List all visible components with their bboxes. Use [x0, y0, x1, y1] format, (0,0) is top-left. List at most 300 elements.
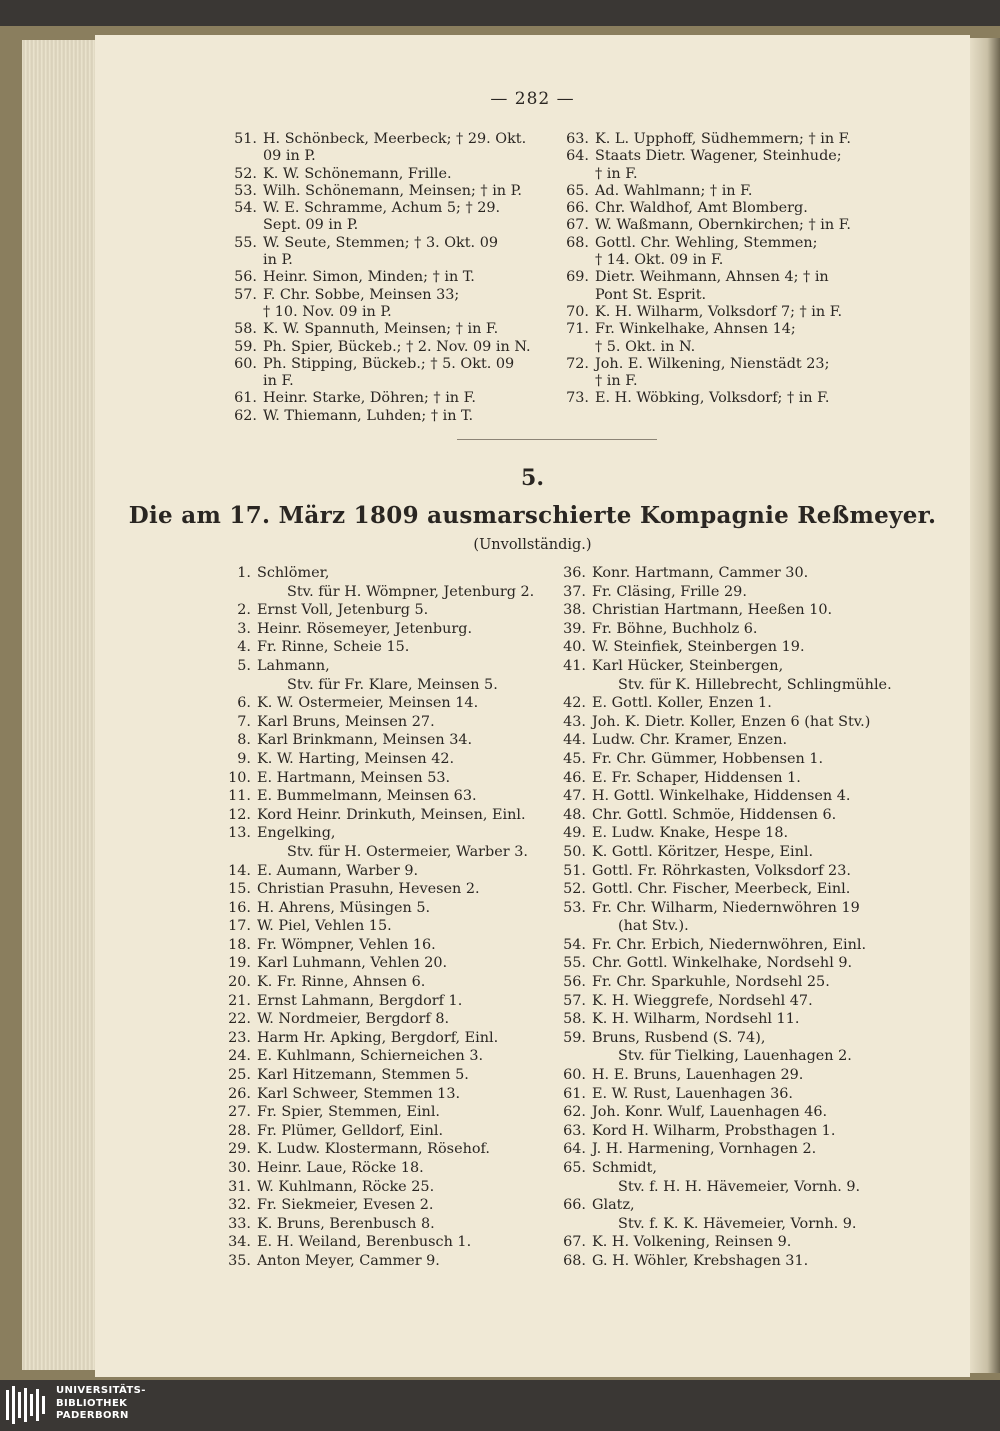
entry-continuation: Pont St. Esprit. [595, 286, 707, 303]
entry-text: Christian Prasuhn, Hevesen 2. [257, 881, 480, 898]
list-entry [225, 769, 560, 788]
entry-number: 68. [563, 1252, 586, 1269]
entry-text: W. Steinfiek, Steinbergen 19. [592, 639, 805, 656]
entry-number: 38. [563, 602, 586, 619]
list-entry [565, 235, 895, 270]
list-entry [560, 583, 900, 602]
list-entry [233, 235, 558, 270]
list-entry [225, 954, 560, 973]
list-entry [560, 1010, 900, 1029]
entry-text: Glatz, [592, 1197, 635, 1214]
entry-number: 36. [563, 565, 586, 581]
list-entry [225, 899, 560, 918]
list-entry [560, 1159, 900, 1196]
entry-continuation: Stv. f. H. H. Hävemeier, Vornh. 9. [618, 1178, 861, 1195]
entry-number: 53. [234, 182, 257, 199]
entry-text: K. H. Wilharm, Nordsehl 11. [592, 1011, 800, 1028]
list-entry [225, 694, 560, 713]
entry-text: Fr. Winkelhake, Ahnsen 14; [595, 321, 796, 338]
entry-text: Karl Luhmann, Vehlen 20. [257, 955, 448, 972]
list-entry [560, 731, 900, 750]
entry-number: 25. [228, 1067, 251, 1084]
list-entry [225, 1047, 560, 1066]
book-gutter [968, 38, 1000, 1373]
list-entry [225, 787, 560, 806]
entry-text: E. Aumann, Warber 9. [257, 862, 419, 879]
entry-text: Gottl. Chr. Wehling, Stemmen; [595, 234, 818, 251]
book-page [95, 35, 970, 1377]
entry-number: 23. [228, 1029, 251, 1046]
logo-line: UNIVERSITÄTS- [56, 1385, 146, 1396]
list-entry [225, 657, 560, 694]
entry-text: Schmidt, [592, 1160, 658, 1176]
entry-number: 27. [228, 1104, 251, 1121]
entry-text: Ernst Voll, Jetenburg 5. [257, 602, 429, 619]
entry-text: Heinr. Starke, Döhren; † in F. [263, 390, 476, 407]
entry-text: E. W. Rust, Lauenhagen 36. [592, 1085, 793, 1102]
list-entry [225, 1103, 560, 1122]
library-footer [0, 1380, 1000, 1431]
entry-number: 58. [234, 321, 257, 338]
entry-text: Chr. Gottl. Schmöe, Hiddensen 6. [592, 806, 837, 823]
entry-text: Karl Brinkmann, Meinsen 34. [257, 732, 473, 749]
list-entry [560, 638, 900, 657]
list-entry [560, 1066, 900, 1085]
list-entry [565, 183, 895, 200]
list-entry [560, 936, 900, 955]
entry-number: 57. [234, 286, 257, 303]
entry-continuation: Stv. für Fr. Klare, Meinsen 5. [287, 676, 498, 693]
entry-text: Gottl. Chr. Fischer, Meerbeck, Einl. [592, 881, 851, 898]
list-entry [233, 269, 558, 286]
entry-continuation: Stv. für Tielking, Lauenhagen 2. [618, 1048, 852, 1065]
entry-text: E. Gottl. Koller, Enzen 1. [592, 695, 772, 712]
list-entry [233, 408, 558, 425]
entry-continuation: Stv. f. K. K. Hävemeier, Vornh. 9. [618, 1215, 857, 1232]
entry-number: 43. [563, 713, 586, 730]
list-entry [225, 973, 560, 992]
entry-text: Lahmann, [257, 657, 330, 674]
entry-text: Ernst Lahmann, Bergdorf 1. [257, 992, 463, 1009]
entry-number: 28. [228, 1122, 251, 1139]
entry-number: 37. [563, 583, 586, 600]
entry-continuation: † 5. Okt. in N. [595, 338, 696, 355]
entry-text: Fr. Chr. Sparkuhle, Nordsehl 25. [592, 974, 830, 991]
list-entry [560, 899, 900, 936]
list-entry [560, 1252, 900, 1271]
entry-number: 55. [563, 955, 586, 972]
entry-text: Wilh. Schönemann, Meinsen; † in P. [263, 182, 522, 199]
entry-number: 59. [234, 338, 257, 355]
entry-number: 5. [237, 657, 251, 674]
logo-line: BIBLIOTHEK [56, 1397, 128, 1409]
entry-number: 66. [563, 1197, 586, 1214]
entry-number: 58. [563, 1011, 586, 1028]
list-entry [560, 1122, 900, 1141]
entry-text: K. L. Upphoff, Südhemmern; † in F. [595, 131, 851, 147]
list-entry [225, 1085, 560, 1104]
entry-number: 50. [563, 843, 586, 860]
entry-text: H. Schönbeck, Meerbeck; † 29. Okt. [263, 131, 527, 147]
entry-number: 63. [563, 1122, 586, 1139]
entry-number: 61. [234, 390, 257, 407]
list-entry [560, 657, 900, 694]
list-entry [560, 806, 900, 825]
list-entry [225, 1196, 560, 1215]
entry-text: E. H. Weiland, Berenbusch 1. [257, 1234, 472, 1251]
entry-text: W. Waßmann, Obernkirchen; † in F. [595, 217, 852, 234]
list-entry [233, 390, 558, 407]
entry-text: Fr. Cläsing, Frille 29. [592, 583, 747, 600]
entry-text: E. Hartmann, Meinsen 53. [257, 769, 451, 786]
entry-text: Bruns, Rusbend (S. 74), [592, 1029, 766, 1046]
entry-number: 48. [563, 806, 586, 823]
entry-number: 71. [566, 321, 589, 338]
entry-text: K. Ludw. Klostermann, Rösehof. [257, 1141, 490, 1158]
entry-number: 55. [234, 234, 257, 251]
entry-text: Fr. Siekmeier, Evesen 2. [257, 1197, 434, 1214]
list-entry [225, 806, 560, 825]
top-list-right-column [565, 131, 895, 408]
entry-text: Ph. Stipping, Bückeb.; † 5. Okt. 09 [263, 355, 515, 372]
entry-continuation: † 10. Nov. 09 in P. [263, 303, 392, 320]
entry-text: Fr. Wömpner, Vehlen 16. [257, 936, 436, 953]
list-entry [225, 1178, 560, 1197]
entry-number: 20. [228, 974, 251, 991]
list-entry [225, 1010, 560, 1029]
list-entry [225, 1215, 560, 1234]
entry-number: 39. [563, 620, 586, 637]
entry-number: 31. [228, 1178, 251, 1195]
entry-continuation: Stv. für K. Hillebrecht, Schlingmühle. [618, 676, 892, 693]
list-entry [233, 356, 558, 391]
entry-continuation: † in F. [595, 373, 638, 390]
entry-text: Konr. Hartmann, Cammer 30. [592, 565, 809, 581]
list-entry [225, 1140, 560, 1159]
list-entry [225, 992, 560, 1011]
entry-text: Gottl. Fr. Röhrkasten, Volksdorf 23. [592, 862, 851, 879]
entry-number: 45. [563, 750, 586, 767]
section-title: Die am 17. März 1809 ausmarschierte Kompagnie Reßmeyer. [128, 502, 937, 529]
company-list-left-column [225, 564, 560, 1271]
list-entry [565, 148, 895, 183]
entry-text: Engelking, [257, 825, 336, 842]
entry-continuation: † in F. [595, 165, 638, 182]
list-entry [560, 1196, 900, 1233]
entry-text: E. Bummelmann, Meinsen 63. [257, 788, 477, 805]
list-entry [225, 1066, 560, 1085]
entry-text: Christian Hartmann, Heeßen 10. [592, 602, 833, 619]
entry-text: Chr. Gottl. Winkelhake, Nordsehl 9. [592, 955, 853, 972]
top-list-left-column [233, 131, 558, 425]
entry-continuation: (hat Stv.). [618, 918, 689, 935]
entry-text: Harm Hr. Apking, Bergdorf, Einl. [257, 1029, 499, 1046]
entry-number: 63. [566, 131, 589, 147]
entry-text: K. H. Wilharm, Volksdorf 7; † in F. [595, 303, 843, 320]
list-entry [225, 1159, 560, 1178]
entry-number: 16. [228, 899, 251, 916]
list-entry [560, 992, 900, 1011]
entry-text: Dietr. Weihmann, Ahnsen 4; † in [595, 269, 829, 286]
entry-text: E. Kuhlmann, Schierneichen 3. [257, 1048, 484, 1065]
list-entry [225, 564, 560, 601]
entry-number: 41. [563, 657, 586, 674]
entry-number: 33. [228, 1215, 251, 1232]
list-entry [560, 1233, 900, 1252]
entry-text: H. Gottl. Winkelhake, Hiddensen 4. [592, 788, 851, 805]
section-divider [457, 439, 657, 440]
list-entry [233, 183, 558, 200]
entry-text: Fr. Chr. Gümmer, Hobbensen 1. [592, 750, 824, 767]
entry-text: E. Fr. Schaper, Hiddensen 1. [592, 769, 801, 786]
page-edges [22, 40, 102, 1370]
entry-number: 1. [237, 565, 251, 581]
entry-number: 4. [237, 639, 251, 656]
entry-text: Heinr. Laue, Röcke 18. [257, 1160, 424, 1176]
entry-number: 3. [237, 620, 251, 637]
entry-number: 40. [563, 639, 586, 656]
entry-text: Fr. Chr. Wilharm, Niedernwöhren 19 [592, 899, 860, 916]
entry-text: Joh. E. Wilkening, Nienstädt 23; [595, 355, 830, 372]
entry-text: Fr. Plümer, Gelldorf, Einl. [257, 1122, 444, 1139]
entry-continuation: † 14. Okt. 09 in F. [595, 252, 724, 269]
entry-text: Karl Bruns, Meinsen 27. [257, 713, 435, 730]
entry-number: 18. [228, 936, 251, 953]
entry-number: 47. [563, 788, 586, 805]
entry-text: Fr. Chr. Erbich, Niedernwöhren, Einl. [592, 936, 867, 953]
logo-line: PADERBORN [56, 1410, 129, 1421]
entry-number: 14. [228, 862, 251, 879]
entry-number: 62. [234, 407, 257, 424]
entry-number: 26. [228, 1085, 251, 1102]
page-number: — 282 — [490, 89, 575, 109]
entry-text: K. H. Wieggrefe, Nordsehl 47. [592, 992, 813, 1009]
entry-number: 17. [228, 918, 251, 935]
library-logo-icon [6, 1386, 50, 1424]
entry-text: H. E. Bruns, Lauenhagen 29. [592, 1067, 804, 1084]
list-entry [225, 731, 560, 750]
list-entry [560, 1140, 900, 1159]
entry-number: 65. [563, 1160, 586, 1176]
list-entry [225, 936, 560, 955]
list-entry [560, 787, 900, 806]
entry-number: 44. [563, 732, 586, 749]
entry-text: W. Nordmeier, Bergdorf 8. [257, 1011, 450, 1028]
entry-number: 53. [563, 899, 586, 916]
entry-number: 6. [237, 695, 251, 712]
entry-number: 2. [237, 602, 251, 619]
list-entry [225, 862, 560, 881]
entry-number: 51. [563, 862, 586, 879]
entry-text: W. E. Schramme, Achum 5; † 29. [263, 200, 501, 217]
entry-text: K. W. Ostermeier, Meinsen 14. [257, 695, 479, 712]
entry-number: 73. [566, 390, 589, 407]
entry-number: 60. [234, 355, 257, 372]
entry-number: 13. [228, 825, 251, 842]
list-entry [560, 694, 900, 713]
list-entry [225, 1233, 560, 1252]
list-entry [560, 843, 900, 862]
list-entry [565, 200, 895, 217]
list-entry [565, 217, 895, 234]
list-entry [225, 1252, 560, 1271]
entry-number: 65. [566, 182, 589, 199]
entry-text: K. Fr. Rinne, Ahnsen 6. [257, 974, 426, 991]
entry-text: Heinr. Rösemeyer, Jetenburg. [257, 620, 473, 637]
list-entry [560, 750, 900, 769]
entry-number: 10. [228, 769, 251, 786]
entry-text: Joh. K. Dietr. Koller, Enzen 6 (hat Stv.) [592, 713, 871, 730]
list-entry [560, 601, 900, 620]
entry-number: 12. [228, 806, 251, 823]
list-entry [225, 1122, 560, 1141]
entry-text: Ph. Spier, Bückeb.; † 2. Nov. 09 in N. [263, 338, 531, 355]
entry-text: G. H. Wöhler, Krebshagen 31. [592, 1252, 809, 1269]
list-entry [565, 390, 895, 407]
entry-text: K. W. Harting, Meinsen 42. [257, 750, 455, 767]
entry-text: Anton Meyer, Cammer 9. [257, 1252, 440, 1269]
entry-number: 8. [237, 732, 251, 749]
list-entry [225, 1029, 560, 1048]
list-entry [233, 321, 558, 338]
entry-text: Kord Heinr. Drinkuth, Meinsen, Einl. [257, 806, 526, 823]
entry-text: Heinr. Simon, Minden; † in T. [263, 269, 475, 286]
list-entry [560, 880, 900, 899]
section-note: (Unvollständig.) [473, 537, 592, 553]
entry-number: 54. [563, 936, 586, 953]
entry-text: Karl Schweer, Stemmen 13. [257, 1085, 461, 1102]
entry-text: Staats Dietr. Wagener, Steinhude; [595, 148, 842, 165]
entry-text: J. H. Harmening, Vornhagen 2. [592, 1141, 817, 1158]
entry-number: 69. [566, 269, 589, 286]
entry-text: K. Bruns, Berenbusch 8. [257, 1215, 435, 1232]
entry-number: 46. [563, 769, 586, 786]
entry-text: Chr. Waldhof, Amt Blomberg. [595, 200, 808, 217]
entry-number: 59. [563, 1029, 586, 1046]
entry-text: Fr. Rinne, Scheie 15. [257, 639, 410, 656]
entry-number: 57. [563, 992, 586, 1009]
list-entry [560, 1103, 900, 1122]
entry-text: Fr. Böhne, Buchholz 6. [592, 620, 758, 637]
list-entry [225, 638, 560, 657]
entry-text: F. Chr. Sobbe, Meinsen 33; [263, 286, 460, 303]
entry-number: 64. [563, 1141, 586, 1158]
list-entry [225, 824, 560, 861]
entry-number: 34. [228, 1234, 251, 1251]
list-entry [565, 131, 895, 148]
list-entry [225, 620, 560, 639]
entry-number: 22. [228, 1011, 251, 1028]
list-entry [225, 880, 560, 899]
list-entry [233, 166, 558, 183]
entry-text: E. Ludw. Knake, Hespe 18. [592, 825, 789, 842]
list-entry [225, 750, 560, 769]
entry-continuation: Sept. 09 in P. [263, 217, 359, 234]
entry-number: 19. [228, 955, 251, 972]
entry-number: 68. [566, 234, 589, 251]
list-entry [560, 713, 900, 732]
list-entry [233, 131, 558, 166]
entry-text: Kord H. Wilharm, Probsthagen 1. [592, 1122, 836, 1139]
entry-continuation: Stv. für H. Ostermeier, Warber 3. [287, 843, 528, 860]
entry-number: 56. [563, 974, 586, 991]
entry-text: Joh. Konr. Wulf, Lauenhagen 46. [592, 1104, 828, 1121]
entry-text: K. W. Spannuth, Meinsen; † in F. [263, 321, 499, 338]
entry-number: 32. [228, 1197, 251, 1214]
entry-number: 64. [566, 148, 589, 165]
entry-number: 67. [566, 217, 589, 234]
entry-text: Ludw. Chr. Kramer, Enzen. [592, 732, 788, 749]
list-entry [560, 973, 900, 992]
entry-number: 72. [566, 355, 589, 372]
entry-text: E. H. Wöbking, Volksdorf; † in F. [595, 390, 830, 407]
list-entry [560, 1029, 900, 1066]
list-entry [560, 564, 900, 583]
company-list-right-column [560, 564, 900, 1271]
entry-text: Fr. Spier, Stemmen, Einl. [257, 1104, 441, 1121]
list-entry [225, 601, 560, 620]
entry-number: 67. [563, 1234, 586, 1251]
entry-text: Ad. Wahlmann; † in F. [595, 182, 753, 199]
entry-number: 56. [234, 269, 257, 286]
entry-number: 15. [228, 881, 251, 898]
entry-number: 70. [566, 303, 589, 320]
entry-continuation: Stv. für H. Wömpner, Jetenburg 2. [287, 583, 535, 600]
list-entry [565, 356, 895, 391]
list-entry [233, 200, 558, 235]
entry-number: 11. [228, 788, 251, 805]
list-entry [565, 304, 895, 321]
entry-continuation: in P. [263, 252, 293, 269]
entry-number: 54. [234, 200, 257, 217]
entry-text: Karl Hücker, Steinbergen, [592, 657, 784, 674]
entry-number: 30. [228, 1160, 251, 1176]
entry-number: 60. [563, 1067, 586, 1084]
entry-number: 29. [228, 1141, 251, 1158]
entry-text: Schlömer, [257, 565, 330, 581]
entry-continuation: in F. [263, 373, 294, 390]
entry-number: 9. [237, 750, 251, 767]
entry-number: 52. [563, 881, 586, 898]
entry-text: K. H. Volkening, Reinsen 9. [592, 1234, 792, 1251]
entry-number: 51. [234, 131, 257, 147]
entry-text: W. Kuhlmann, Röcke 25. [257, 1178, 435, 1195]
list-entry [225, 713, 560, 732]
entry-text: K. W. Schönemann, Frille. [263, 165, 452, 182]
list-entry [233, 287, 558, 322]
entry-text: W. Seute, Stemmen; † 3. Okt. 09 [263, 234, 499, 251]
list-entry [565, 321, 895, 356]
entry-text: W. Thiemann, Luhden; † in T. [263, 407, 474, 424]
entry-number: 24. [228, 1048, 251, 1065]
section-number: 5. [521, 465, 544, 491]
entry-number: 49. [563, 825, 586, 842]
list-entry [560, 824, 900, 843]
entry-text: Karl Hitzemann, Stemmen 5. [257, 1067, 469, 1084]
entry-number: 61. [563, 1085, 586, 1102]
list-entry [560, 769, 900, 788]
list-entry [565, 269, 895, 304]
entry-continuation: 09 in P. [263, 148, 316, 165]
entry-text: W. Piel, Vehlen 15. [257, 918, 392, 935]
entry-number: 52. [234, 165, 257, 182]
entry-number: 21. [228, 992, 251, 1009]
entry-text: K. Gottl. Köritzer, Hespe, Einl. [592, 843, 814, 860]
list-entry [225, 917, 560, 936]
list-entry [233, 339, 558, 356]
entry-number: 66. [566, 200, 589, 217]
entry-number: 62. [563, 1104, 586, 1121]
